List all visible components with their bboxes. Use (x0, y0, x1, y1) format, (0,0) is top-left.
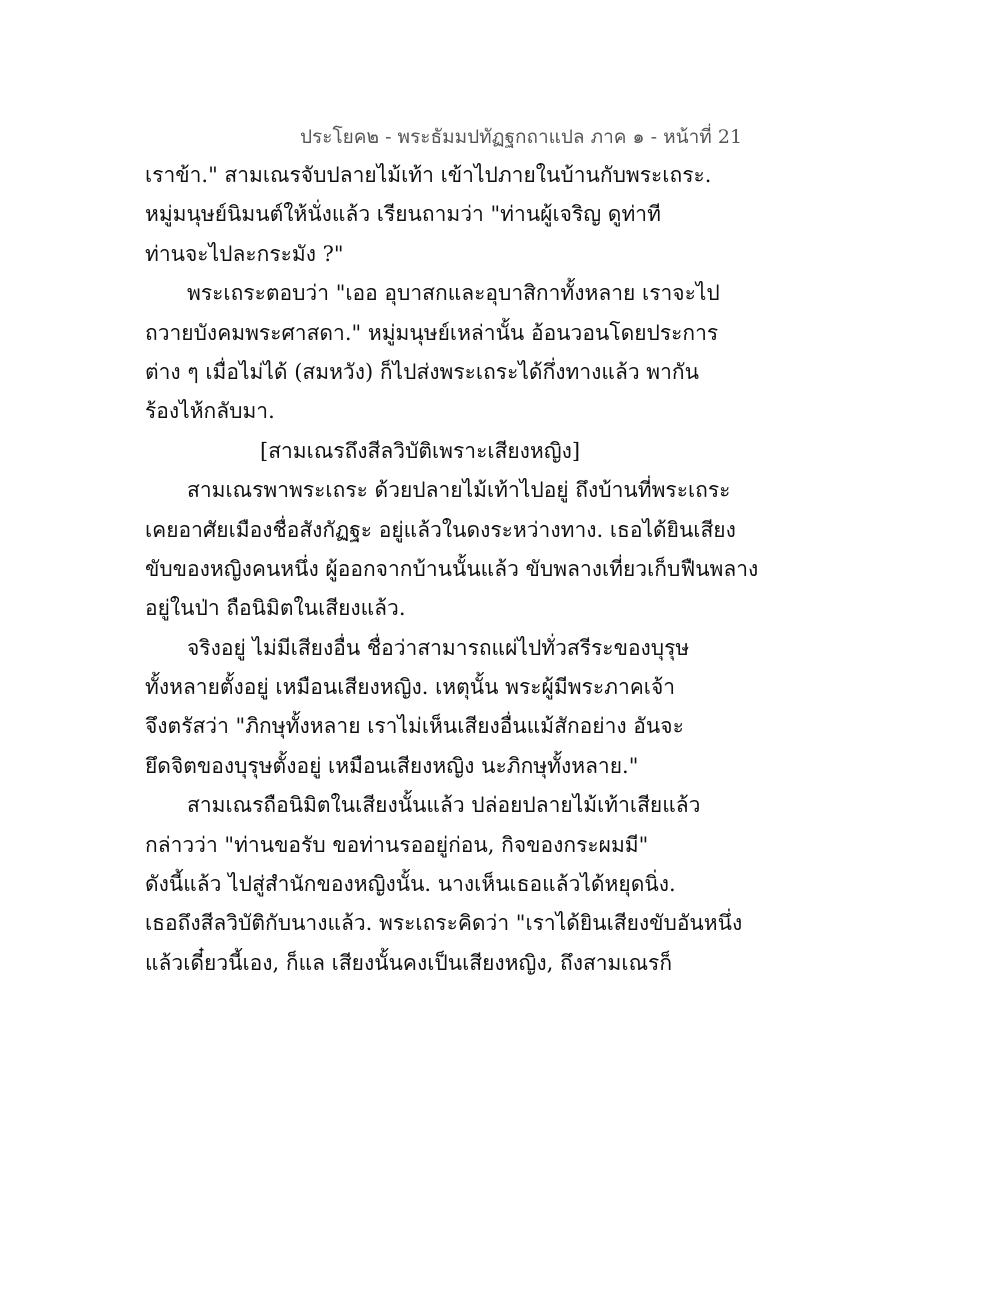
text-line: เธอถึงสีลวิบัติกับนางแล้ว. พระเถระคิดว่า "เราได้ยินเสียงขับอันหนึ่ง (145, 911, 743, 936)
text-line: อยู่ในป่า ถือนิมิตในเสียงแล้ว. (145, 596, 406, 621)
running-header: ประโยค๒ - พระธัมมปทัฏฐกถาแปล ภาค ๑ - หน้าที่ 21 (300, 126, 743, 148)
text-line: กล่าวว่า "ท่านขอรับ ขอท่านรออยู่ก่อน, กิจของกระผมมี" (145, 832, 649, 857)
text-line: ต่าง ๆ เมื่อไม่ได้ (สมหวัง) ก็ไปส่งพระเถระได้กึ่งทางแล้ว พากัน (145, 359, 699, 384)
text-line: ทั้งหลายตั้งอยู่ เหมือนเสียงหญิง. เหตุนั้น พระผู้มีพระภาคเจ้า (145, 675, 676, 700)
paragraph-start-line: สามเณรถือนิมิตในเสียงนั้นแล้ว ปล่อยปลายไม้เท้าเสียแล้ว (187, 793, 701, 818)
text-line: ถวายบังคมพระศาสดา." หมู่มนุษย์เหล่านั้น อ้อนวอนโดยประการ (145, 320, 719, 345)
body-text (145, 156, 759, 983)
text-line: ขับของหญิงคนหนึ่ง ผู้ออกจากบ้านนั้นแล้ว ขับพลางเที่ยวเก็บฟืนพลาง (145, 556, 759, 581)
paragraph-start-line: จริงอยู่ ไม่มีเสียงอื่น ชื่อว่าสามารถแผ่ไปทั่วสรีระของบุรุษ (187, 635, 690, 660)
text-line: หมู่มนุษย์นิมนต์ให้นั่งแล้ว เรียนถามว่า "ท่านผู้เจริญ ดูท่าที (145, 202, 661, 227)
text-line: เคยอาศัยเมืองชื่อสังกัฏฐะ อยู่แล้วในดงระหว่างทาง. เธอได้ยินเสียง (145, 517, 736, 542)
text-line: ท่านจะไปละกระมัง ?" (145, 241, 344, 266)
text-line: จึงตรัสว่า "ภิกษุทั้งหลาย เราไม่เห็นเสียงอื่นแม้สักอย่าง อันจะ (145, 714, 684, 739)
text-line: ยึดจิตของบุรุษตั้งอยู่ เหมือนเสียงหญิง นะภิกษุทั้งหลาย." (145, 753, 639, 778)
text-line: ดังนี้แล้ว ไปสู่สำนักของหญิงนั้น. นางเห็นเธอแล้วได้หยุดนิ่ง. (145, 872, 676, 897)
section-heading: [สามเณรถึงสีลวิบัติเพราะเสียงหญิง] (260, 438, 581, 463)
text-line: ร้องไห้กลับมา. (145, 399, 275, 424)
paragraph-start-line: สามเณรพาพระเถระ ด้วยปลายไม้เท้าไปอยู่ ถึงบ้านที่พระเถระ (187, 478, 731, 503)
text-line: เราข้า." สามเณรจับปลายไม้เท้า เข้าไปภายในบ้านกับพระเถระ. (145, 163, 712, 187)
paragraph-start-line: พระเถระตอบว่า "เออ อุบาสกและอุบาสิกาทั้งหลาย เราจะไป (187, 281, 720, 306)
text-line: แล้วเดี๋ยวนี้เอง, ก็แล เสียงนั้นคงเป็นเสียงหญิง, ถึงสามเณรก็ (145, 950, 673, 975)
